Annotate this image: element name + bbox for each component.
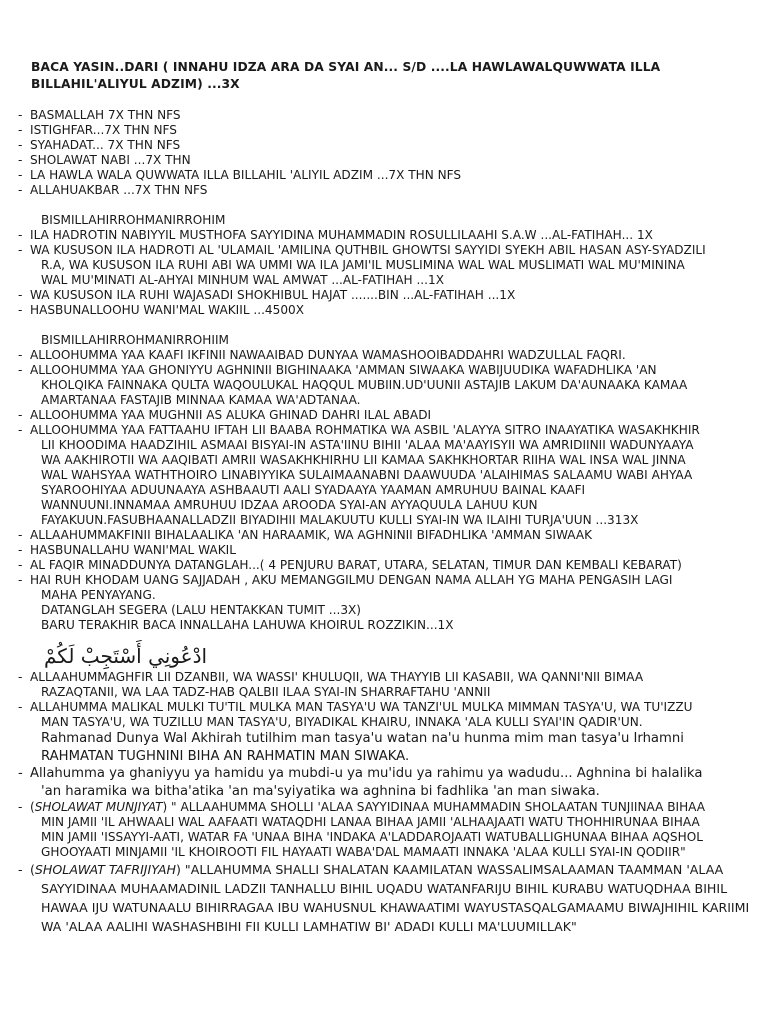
title-line: BILLAHIL'ALIYUL ADZIM) ...3X [31,77,240,91]
arabic-verse: ادْعُونِي أَسْتَجِبْ لَكُمْ [44,644,208,668]
list-item: - WA KUSUSON ILA HADROTI AL 'ULAMAIL 'AMILINA QUTHBIL GHOWTSI SAYYIDI SYEKH ABIL HASAN ASY-SYADZILI R.A, WA KUSUSON ILA RUHI ABI WA UMMI WA ILA JAMI'IL MUSLIMINA WAL WAL MUSLIMATI WAL MU'MININA WAL MU'MINATI AL-AHYAI MINHUM WAL AMWAT ...AL-FATIHAH ...1X [18,243,706,287]
list-item: - SYAHADAT... 7X THN NFS [18,138,181,152]
list-item: - SHOLAWAT NABI ...7X THN [18,153,191,167]
list-item: - (SHOLAWAT TAFRIJIYAH) "ALLAHUMMA SHALLI SHALATAN KAAMILATAN WASSALIMSALAAMAN TAAMMAN 'ALAA SAYYIDINAA MUHAAMADINIL LADZII TANHALLU BIHIL UQADU WATANFARIJU BIHIL KURABU WATUQDHAA BIHIL HAWAA IJU WATUNAALU BIHIRRAGAA IBU WAHUSNUL KHAWAATIMI WAYUSTASQALGAMAAMU BIWAJHIHIL KARIIMI WA 'ALAA AALIHI WASHASHBIHI FII KULLI LAMHATIW BI' ADADI KULLI MA'LUUMILLAK" [18,862,750,934]
section-prayers-list [18,670,748,936]
list-item: - ALLAAHUMMAGHFIR LII DZANBII, WA WASSI' KHULUQII, WA THAYYIB LII KASABII, WA QANNI'NII BIMAA RAZAQTANII, WA LAA TADZ-HAB QALBII ILAA SYAI-IN SHARRAFTAHU 'ANNII [18,670,644,699]
list-item: - ALLOOHUMMA YAA GHONIYYU AGHNINII BIGHINAAKA 'AMMAN SIWAAKA WABIJUUDIKA WAFADHLIKA 'AN KHOLQIKA FAINNAKA QULTA WAQOULUKAL HAQQUL MUBIIN.UD'UUNII ASTAJIB LAKUM DA'AUNAAKA KAMAA AMARTANAA FASTAJIB MINNAA KAMAA WA'ADTANAA. [18,363,688,407]
section-doa-list [18,333,748,633]
list-item: - ALLAHUMMA MALIKAL MULKI TU'TIL MULKA MAN TASYA'U WA TANZI'UL MULKA MIMMAN TASYA'U, WA TU'IZZU MAN TASYA'U, WA TUZILLU MAN TASYA'U, BIYADIKAL KHAIRU, INNAKA 'ALA KULLI SYAI'IN QADIR'UN. Rahmanad Dunya Wal Akhirah tutilhim man tasya'u watan na'u hunma mim man tasya'u Irhamni RAHMATAN TUGHNINI BIHA AN RAHMATIN MAN SIWAKA. [18,700,693,764]
list-item: - AL FAQIR MINADDUNYA DATANGLAH...( 4 PENJURU BARAT, UTARA, SELATAN, TIMUR DAN KEMBALI KEBARAT) [18,558,682,572]
list-item: - WA KUSUSON ILA RUHI WAJASADI SHOKHIBUL HAJAT .......BIN ...AL-FATIHAH ...1X [18,288,516,302]
list-item: - BASMALLAH 7X THN NFS [18,108,181,122]
list-item: - ALLAHUAKBAR ...7X THN NFS [18,183,208,197]
sholawat-tafrijiyah-label: SHOLAWAT TAFRIJIYAH [34,862,177,877]
bismillah-heading: BISMILLAHIRROHMANIRROHIIM [41,333,229,347]
list-item: - ILA HADROTIN NABIYYIL MUSTHOFA SAYYIDINA MUHAMMADIN ROSULLILAAHI S.A.W ...AL-FATIHAH... 1X [18,228,653,242]
list-item: - ALLOOHUMMA YAA MUGHNII AS ALUKA GHINAD DAHRI ILAL ABADI [18,408,432,422]
document-title [31,59,731,93]
list-item: - HASBUNALLAHU WANI'MAL WAKIL [18,543,236,557]
list-item: - HAI RUH KHODAM UANG SAJJADAH , AKU MEMANGGILMU DENGAN NAMA ALLAH YG MAHA PENGASIH LAGI MAHA PENYAYANG. [18,573,673,602]
instruction-line: DATANGLAH SEGERA (LALU HENTAKKAN TUMIT ...3X) [41,603,362,617]
section-fatihah-list [18,213,748,318]
list-item: - Allahumma ya ghaniyyu ya hamidu ya mubdi-u ya mu'idu ya rahimu ya wadudu... Aghnina bi halalika 'an haramika wa bitha'atika 'an ma'syiyatika wa aghnina bi fadhlika 'an man siwaka. [18,766,703,799]
list-item: - HASBUNALLOOHU WANI'MAL WAKIIL ...4500X [18,303,304,317]
section-opening-list [18,108,748,198]
list-item: - ALLAAHUMMAKFINII BIHALAALIKA 'AN HARAAMIK, WA AGHNINII BIFADHLIKA 'AMMAN SIWAAK [18,528,593,542]
title-line: BACA YASIN..DARI ( INNAHU IDZA ARA DA SYAI AN... S/D ....LA HAWLAWALQUWWATA ILLA [31,60,661,74]
list-item: - ALLOOHUMMA YAA KAAFI IKFINII NAWAAIBAD DUNYAA WAMASHOOIBADDAHRI WADZULLAL FAQRI. [18,348,626,362]
list-item: - ISTIGHFAR...7X THN NFS [18,123,177,137]
list-item: - ALLOOHUMMA YAA FATTAAHU IFTAH LII BAABA ROHMATIKA WA ASBIL 'ALAYYA SITRO INAAYATIKA WASAKHKHIR LII KHOODIMA HAADZIHIL ASMAAI BISYAI-IN ASTA'IINU BIHII 'ALAA MA'AAYISYII WA AMRIDIINII WADUNYAAYA WA AAKHIROTII WA AAQIBATI AMRII WASAKHKHIRHU LII KAMAA SAKHKHORTAR RIIHA WAL INSA WAL JINNA WAL WAHSYAA WATHTHOIRO LINABIYYIKA SULAIMAANABNI DAAWUUDA 'ALAIHIMAS SALAAMU WABI AHYAA SYAROOHIYAA ADUUNAAYA ASHBAAUTI AALI SYADAAYA YAAMAN AMRUHUU BAINAL KAAFI WANNUUNI.INNAMAA AMRUHUU IDZAA AROODA SYAI-AN AYYAQUULA LAHUU KUN FAYAKUUN.FASUBHAANALLADZII BIYADIHII MALAKUUTU KULLI SYAI-IN WA ILAIHI TURJA'UUN ...313X [18,423,700,527]
sholawat-munjiyat-label: SHOLAWAT MUNJIYAT [34,800,163,814]
list-item: - (SHOLAWAT MUNJIYAT) " ALLAAHUMMA SHOLLI 'ALAA SAYYIDINAA MUHAMMADIN SHOLAATAN TUNJIINAA BIHAA MIN JAMII 'IL AHWAALI WAL AAFAATI WATAQDHI LANAA BIHAA JAMII 'ALHAAJAATI WATU THOHHIRUNAA BIHAA MIN JAMII 'ISSAYYI-AATI, WATAR FA 'UNAA BIHA 'INDAKA A'LADDAROJAATI WATUBALLIGHUNAA BIHAA AQSHOL GHOOYAATI MINJAMII 'IL KHOIROOTI FIL HAYAATI WABA'DAL MAMAATI INNAKA 'ALAA KULLI SYAI-IN QODIIR" [18,800,706,859]
bismillah-heading: BISMILLAHIRROHMANIRROHIM [41,213,226,227]
list-item: - LA HAWLA WALA QUWWATA ILLA BILLAHIL 'ALIYIL ADZIM ...7X THN NFS [18,168,462,182]
instruction-line: BARU TERAKHIR BACA INNALLAHA LAHUWA KHOIRUL ROZZIKIN...1X [41,618,454,632]
